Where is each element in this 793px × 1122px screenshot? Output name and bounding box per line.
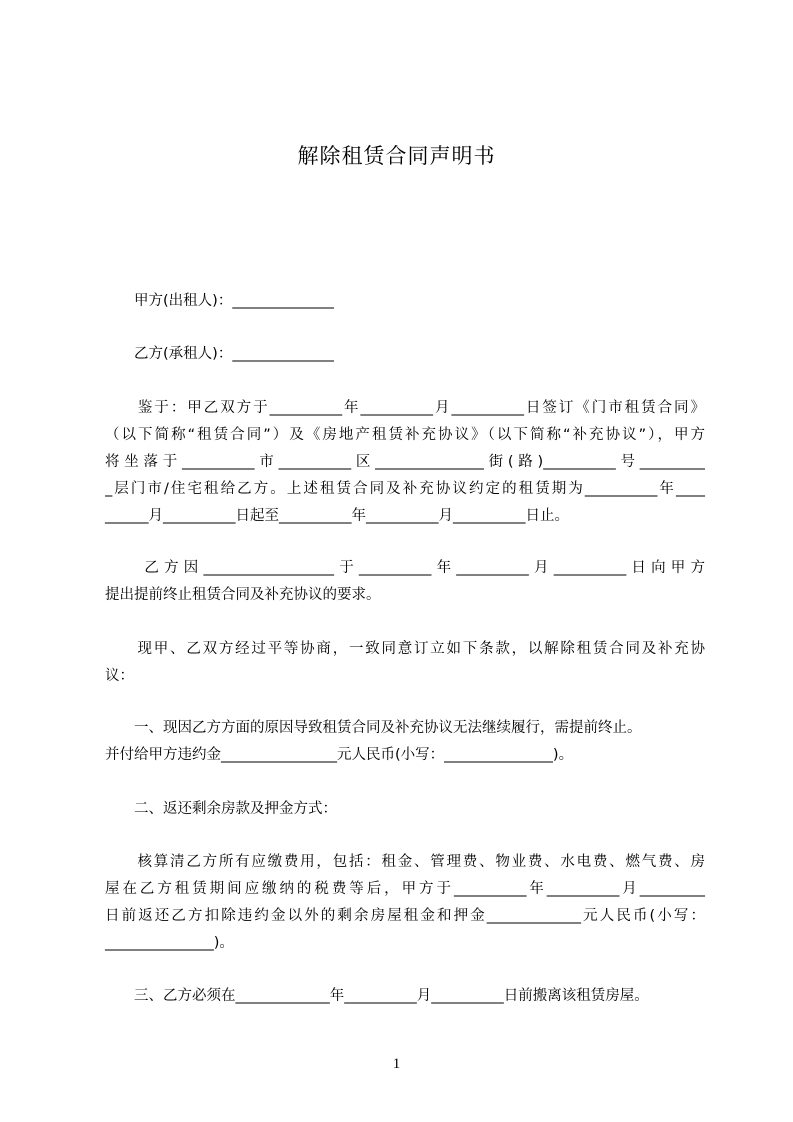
party-a-line: 甲方(出租人)：______________ xyxy=(105,293,334,309)
clause-1-line-2: 并付给甲方违约金________________元人民币(小写：_______________)。 xyxy=(105,747,574,763)
party-b-line: 乙方(承租人)：______________ xyxy=(105,346,334,362)
clause-2-line-1: 核算清乙方所有应缴费用，包括：租金、管理费、物业费、水电费、燃气费、房 xyxy=(105,854,705,870)
clause-2-line-2: 屋在乙方租赁期间应缴纳的税费等后，甲方于__________年__________月_________ xyxy=(105,881,705,897)
agreement-line-2: 议： xyxy=(105,668,134,684)
clause-2-line-3: 日前返还乙方扣除违约金以外的剩余房屋租金和押金_____________元人民币(小写： xyxy=(105,908,705,924)
request-line-1: 乙方因__________________于__________年__________月__________日向甲方 xyxy=(105,560,705,576)
whereas-line-2: （以下简称“租赁合同”）及《房地产租赁补充协议》（以下简称“补充协议”），甲方 xyxy=(105,427,705,443)
whereas-line-5: ______月__________日起至__________年__________月__________日止。 xyxy=(105,508,569,524)
whereas-line-1: 鉴于：甲乙双方于__________年__________月__________日签订《门市租赁合同》 xyxy=(105,400,705,416)
clause-2-heading: 二、返还剩余房款及押金方式： xyxy=(105,801,337,817)
whereas-line-4: _层门市/住宅租给乙方。上述租赁合同及补充协议约定的租赁期为__________年____ xyxy=(105,481,705,497)
clause-3-line: 三、乙方必须在_____________年__________月__________日前搬离该租赁房屋。 xyxy=(105,988,649,1004)
document-title: 解除租赁合同声明书 xyxy=(297,144,496,168)
clause-1-line-1: 一、现因乙方方面的原因导致租赁合同及补充协议无法继续履行，需提前终止。 xyxy=(105,720,642,736)
request-line-2: 提出提前终止租赁合同及补充协议的要求。 xyxy=(105,587,381,603)
clause-2-line-4: _______________)。 xyxy=(105,935,234,951)
agreement-line-1: 现甲、乙双方经过平等协商，一致同意订立如下条款，以解除租赁合同及补充协 xyxy=(105,641,705,657)
whereas-line-3: 将坐落于__________市__________区_______________街(路)__________号_________ xyxy=(105,454,705,470)
page-number: 1 xyxy=(392,1056,401,1072)
